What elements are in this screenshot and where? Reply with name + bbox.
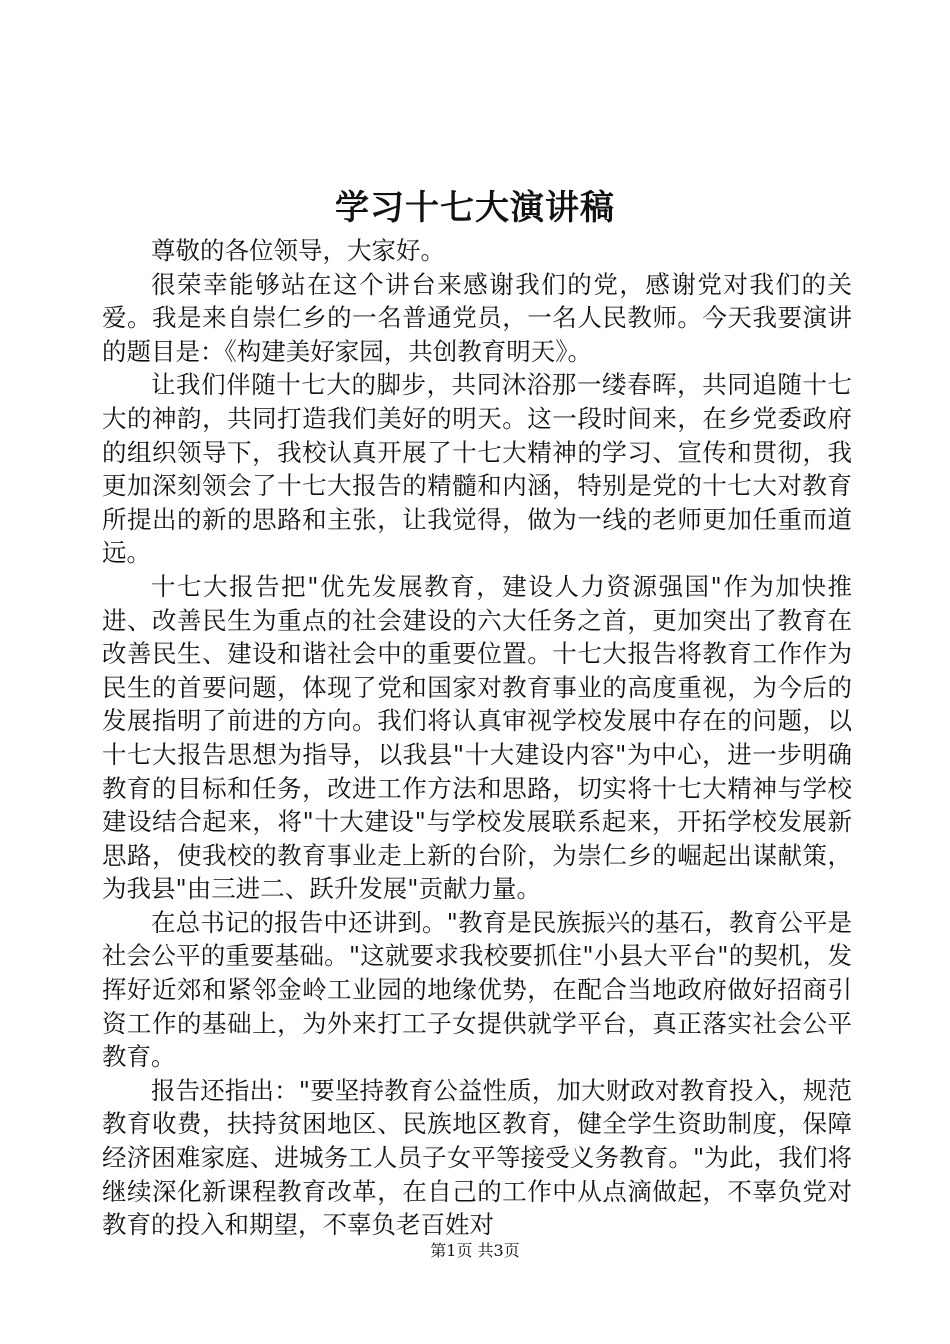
page-number: 第1页 共3页 (430, 1241, 520, 1260)
paragraph-public-welfare: 报告还指出："要坚持教育公益性质，加大财政对教育投入，规范教育收费，扶持贫困地区、民族地区教育，健全学生资助制度，保障经济困难家庭、进城务工人员子女平等接受义务教育。"为此，我们将继续深化新课程教育改革，在自己的工作中从点滴做起，不辜负党对教育的投入和期望，不辜负老百姓对 (102, 1075, 852, 1240)
document-title: 学习十七大演讲稿 (335, 188, 615, 228)
document-body (102, 234, 852, 1242)
paragraph-greeting: 尊敬的各位领导，大家好。 (151, 236, 445, 265)
paragraph-intro: 很荣幸能够站在这个讲台来感谢我们的党，感谢党对我们的关爱。我是来自崇仁乡的一名普通党员，一名人民教师。今天我要演讲的题目是：《构建美好家园，共创教育明天》。 (102, 269, 852, 366)
paragraph-education-fairness: 在总书记的报告中还讲到。"教育是民族振兴的基石，教育公平是社会公平的重要基础。"这就要求我校要抓住"小县大平台"的契机，发挥好近郊和紧邻金岭工业园的地缘优势，在配合当地政府做好招商引资工作的基础上，为外来打工子女提供就学平台，真正落实社会公平教育。 (102, 907, 852, 1072)
paragraph-study: 让我们伴随十七大的脚步，共同沐浴那一缕春晖，共同追随十七大的神韵，共同打造我们美好的明天。这一段时间来，在乡党委政府的组织领导下，我校认真开展了十七大精神的学习、宣传和贯彻，我更加深刻领会了十七大报告的精髓和内涵，特别是党的十七大对教育所提出的新的思路和主张，让我觉得，做为一线的老师更加任重而道远。 (102, 370, 852, 568)
paragraph-education-priority: 十七大报告把"优先发展教育，建设人力资源强国"作为加快推进、改善民生为重点的社会建设的六大任务之首，更加突出了教育在改善民生、建设和谐社会中的重要位置。十七大报告将教育工作作为民生的首要问题，体现了党和国家对教育事业的高度重视，为今后的发展指明了前进的方向。我们将认真审视学校发展中存在的问题，以十七大报告思想为指导，以我县"十大建设内容"为中心，进一步明确教育的目标和任务，改进工作方法和思路，切实将十七大精神与学校建设结合起来，将"十大建设"与学校发展联系起来，开拓学校发展新思路，使我校的教育事业走上新的台阶，为崇仁乡的崛起出谋献策，为我县"由三进二、跃升发展"贡献力量。 (102, 571, 852, 904)
